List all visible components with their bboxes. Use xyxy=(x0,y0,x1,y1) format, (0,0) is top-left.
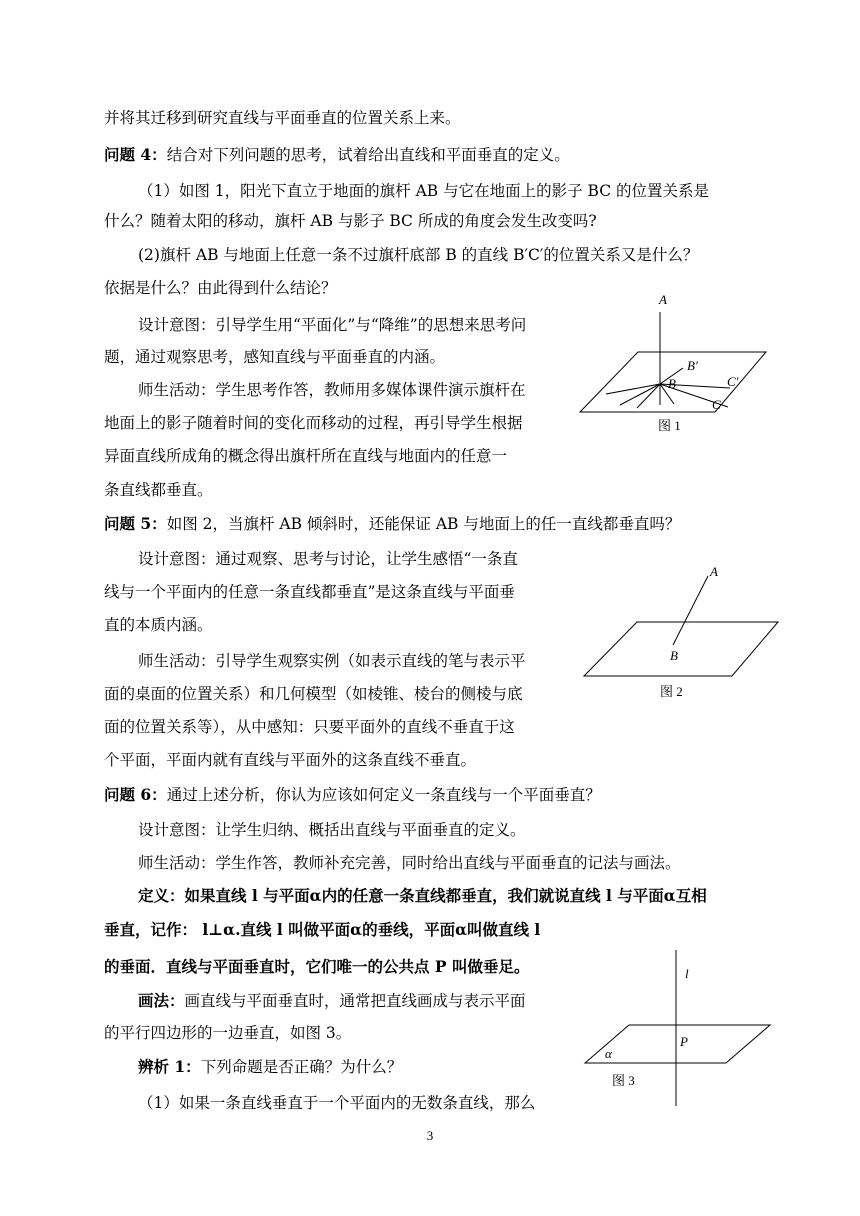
text-line: 师生活动：学生思考作答，教师用多媒体课件演示旗杆在 xyxy=(138,381,526,399)
text-line: 师生活动：引导学生观察实例（如表示直线的笔与表示平 xyxy=(138,652,526,670)
label-C-prime: C′ xyxy=(727,374,739,389)
text-line: 题，通过观察思考，感知直线与平面垂直的内涵。 xyxy=(104,348,446,366)
figure-3 xyxy=(580,950,780,1110)
text-line: 设计意图：让学生归纳、概括出直线与平面垂直的定义。 xyxy=(138,821,526,839)
label-P: P xyxy=(680,1034,688,1049)
text-line: 直的本质内涵。 xyxy=(104,616,213,634)
text-line: 面的桌面的位置关系）和几何模型（如棱锥、棱台的侧棱与底 xyxy=(104,685,523,703)
method-text: 画直线与平面垂直时，通常把直线画成与表示平面 xyxy=(184,992,526,1010)
question-6 xyxy=(104,785,601,805)
page-number: 3 xyxy=(426,1128,434,1143)
label-B: B xyxy=(668,376,676,391)
question-4 xyxy=(104,145,570,165)
text-line: 地面上的影子随着时间的变化而移动的过程，再引导学生根据 xyxy=(104,414,523,432)
text-line: 设计意图：引导学生用“平面化”与“降维”的思想来思考问 xyxy=(138,316,527,334)
figure-1 xyxy=(580,290,770,440)
label-l: l xyxy=(685,966,689,981)
text-line: 面的位置关系等），从中感知：只要平面外的直线不垂直于这 xyxy=(104,718,515,736)
definition-line: 垂直，记作： l⊥α.直线 l 叫做平面α的垂线，平面α叫做直线 l xyxy=(104,920,541,939)
label-C: C xyxy=(712,397,721,412)
text-line: （1）如果一条直线垂直于一个平面内的无数条直线，那么 xyxy=(138,1094,536,1112)
text-line: 依据是什么？由此得到什么结论？ xyxy=(104,279,337,297)
figure-2-drawing xyxy=(580,562,780,702)
text-line: 并将其迁移到研究直线与平面垂直的位置关系上来。 xyxy=(104,109,461,127)
figure-1-caption: 图 1 xyxy=(658,418,681,433)
figure-3-drawing xyxy=(580,950,780,1110)
question-5 xyxy=(104,514,680,534)
drawing-method xyxy=(138,991,526,1011)
definition-line: 定义：如果直线 l 与平面α内的任意一条直线都垂直，我们就说直线 l 与平面α互相 xyxy=(138,886,707,905)
question-text: 结合对下列问题的思考，试着给出直线和平面垂直的定义。 xyxy=(166,146,570,164)
text-line: （1）如图 1，阳光下直立于地面的旗杆 AB 与它在地面上的影子 BC 的位置关系是 xyxy=(138,182,709,200)
text-line: 条直线都垂直。 xyxy=(104,481,213,499)
question-heading: 问题 5： xyxy=(104,514,167,533)
text-line: 什么？随着太阳的移动，旗杆 AB 与影子 BC 所成的角度会发生改变吗? xyxy=(104,212,597,230)
question-heading: 问题 6： xyxy=(104,785,167,804)
figure-1-drawing xyxy=(580,290,770,440)
question-text: 通过上述分析，你认为应该如何定义一条直线与一个平面垂直？ xyxy=(166,786,601,804)
text-line: 的平行四边形的一边垂直，如图 3。 xyxy=(104,1024,352,1042)
analysis-heading: 辨析 1： xyxy=(138,1057,201,1076)
figure-2-caption: 图 2 xyxy=(660,684,683,699)
method-heading: 画法： xyxy=(138,991,185,1010)
text-line: 个平面，平面内就有直线与平面外的这条直线不垂直。 xyxy=(104,751,477,769)
figure-3-caption: 图 3 xyxy=(612,1073,635,1088)
analysis-text: 下列命题是否正确？为什么？ xyxy=(200,1058,403,1076)
text-line: 异面直线所成角的概念得出旗杆所在直线与地面内的任意一 xyxy=(104,447,508,465)
text-line: 设计意图：通过观察、思考与讨论，让学生感悟“一条直 xyxy=(138,550,518,568)
text-line: 线与一个平面内的任意一条直线都垂直”是这条直线与平面垂 xyxy=(104,583,515,601)
question-text: 如图 2，当旗杆 AB 倾斜时，还能保证 AB 与地面上的任一直线都垂直吗？ xyxy=(166,515,681,533)
definition-line: 的垂面．直线与平面垂直时，它们唯一的公共点 P 叫做垂足。 xyxy=(104,957,530,976)
label-alpha: α xyxy=(605,1046,612,1061)
label-B-prime: B′ xyxy=(687,358,698,373)
text-line: (2)旗杆 AB 与地面上任意一条不过旗杆底部 B 的直线 B′C′的位置关系又是什么？ xyxy=(138,246,699,264)
figure-2 xyxy=(580,562,780,702)
label-A: A xyxy=(659,292,667,307)
label-A: A xyxy=(710,564,718,579)
label-B: B xyxy=(670,648,678,663)
analysis-1 xyxy=(138,1057,402,1077)
text-line: 师生活动：学生作答，教师补充完善，同时给出直线与平面垂直的记法与画法。 xyxy=(138,854,681,872)
question-heading: 问题 4： xyxy=(104,145,167,164)
